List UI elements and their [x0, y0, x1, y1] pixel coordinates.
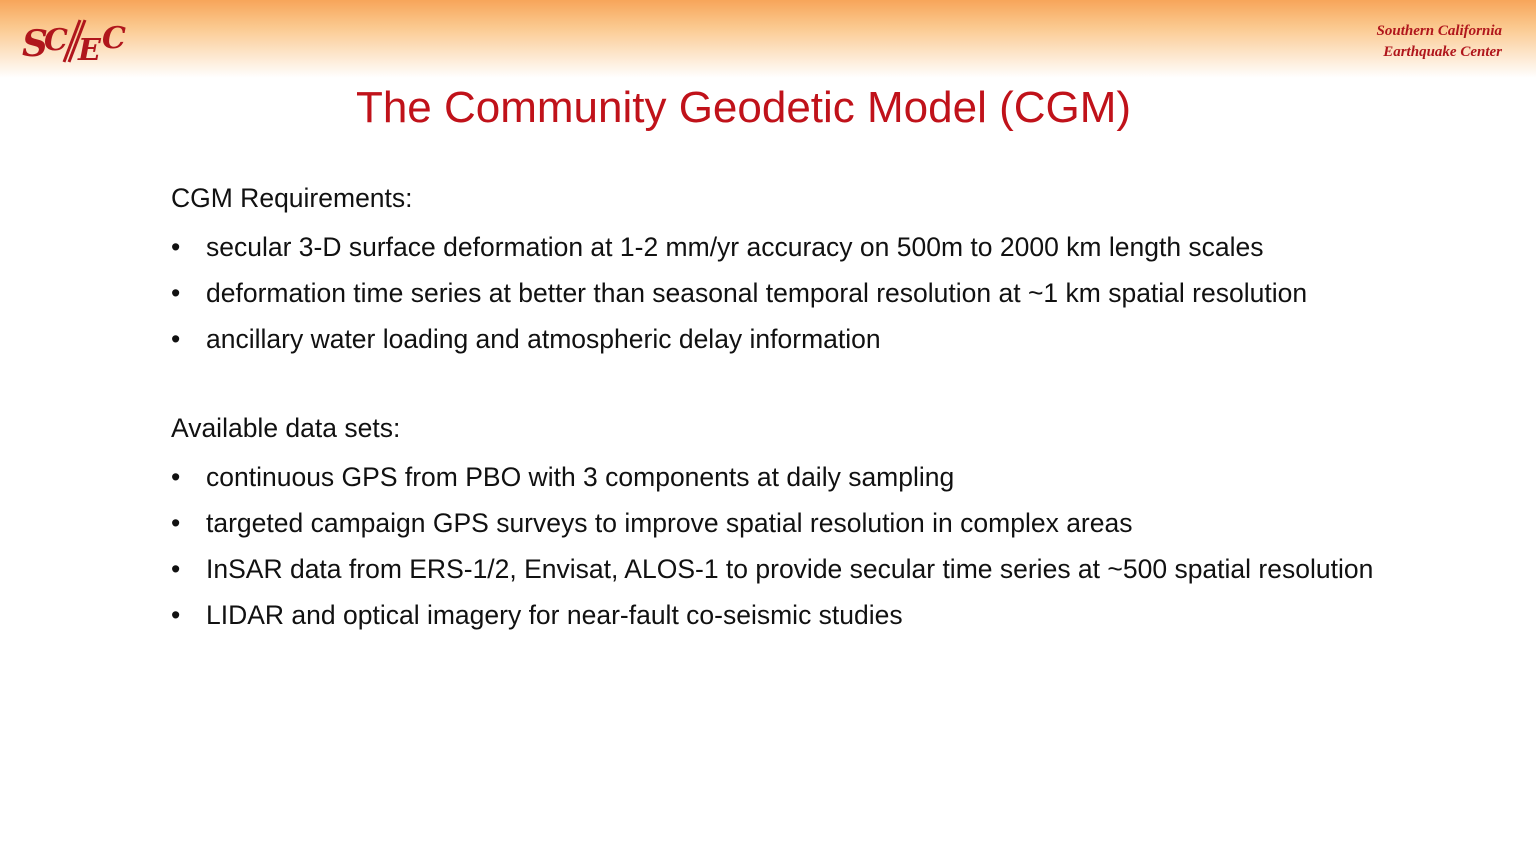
svg-text:E: E	[78, 33, 100, 66]
datasets-heading: Available data sets:	[171, 413, 401, 443]
bullet-icon: •	[171, 324, 181, 354]
requirement-text: secular 3-D surface deformation at 1-2 mm/yr accuracy on 500m to 2000 km length scales	[206, 232, 1264, 262]
bullet-icon: •	[171, 462, 181, 492]
section-spacer	[171, 362, 1401, 408]
slide-title: The Community Geodetic Model (CGM)	[355, 83, 1132, 132]
requirement-text: deformation time series at better than seasonal temporal resolution at ~1 km spatial resolution	[206, 278, 1308, 308]
requirements-heading: CGM Requirements:	[171, 183, 413, 213]
requirement-text: ancillary water loading and atmospheric delay information	[206, 324, 881, 354]
dataset-item-1	[171, 454, 1401, 500]
bullet-icon: •	[171, 600, 181, 630]
dataset-text: LIDAR and optical imagery for near-fault co-seismic studies	[206, 600, 903, 630]
bullet-icon: •	[171, 554, 181, 584]
svg-text:C: C	[102, 21, 125, 56]
requirement-item-1	[171, 224, 1401, 270]
org-name-line2: Earthquake Center	[1383, 44, 1502, 60]
dataset-item-2	[171, 500, 1401, 546]
org-name	[1242, 21, 1502, 63]
dataset-text: targeted campaign GPS surveys to improve spatial resolution in complex areas	[206, 508, 1133, 538]
bullet-icon: •	[171, 278, 181, 308]
dataset-item-4	[171, 592, 1401, 638]
org-name-line1: Southern California	[1376, 23, 1502, 39]
dataset-item-3	[171, 546, 1401, 592]
requirement-item-2	[171, 270, 1401, 316]
svg-text:S: S	[22, 23, 47, 65]
scec-logo	[22, 14, 134, 66]
bullet-icon: •	[171, 232, 181, 262]
requirement-item-3	[171, 316, 1401, 362]
svg-text:C: C	[44, 23, 67, 58]
scec-logo-mark	[22, 14, 134, 66]
dataset-text: continuous GPS from PBO with 3 components at daily sampling	[206, 462, 955, 492]
dataset-text: InSAR data from ERS-1/2, Envisat, ALOS-1 to provide secular time series at ~500 spatial resolution	[206, 554, 1374, 584]
bullet-icon: •	[171, 508, 181, 538]
slide-content	[171, 178, 1401, 638]
